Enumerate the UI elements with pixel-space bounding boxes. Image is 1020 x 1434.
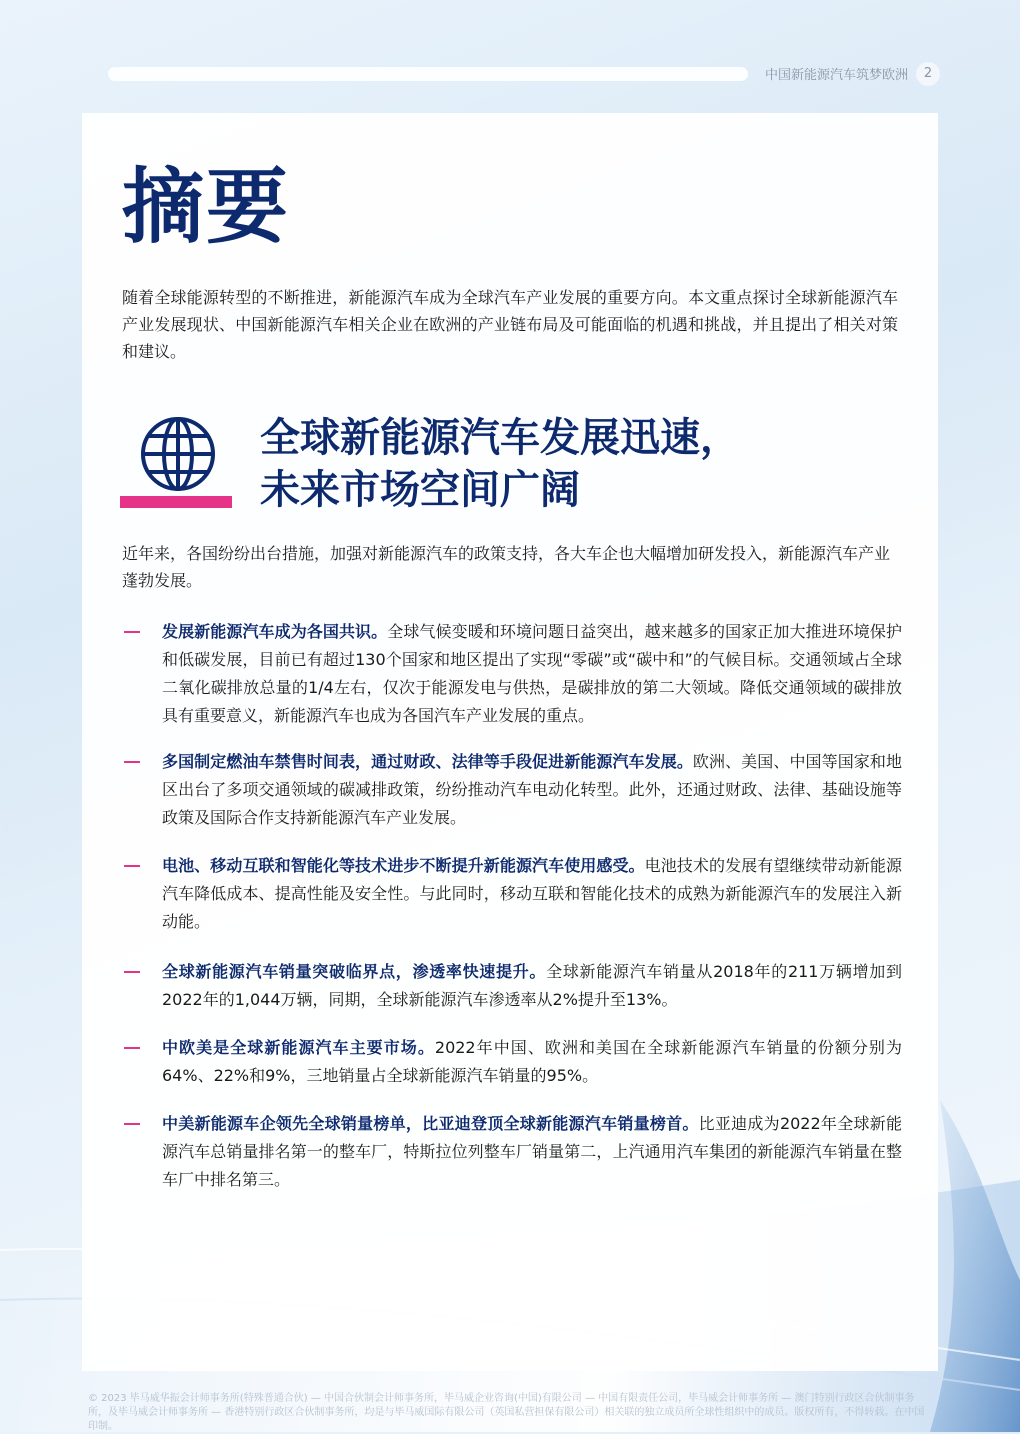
bullet-text: 比亚迪成为2022年全球新能源汽车总销量排名第一的整车厂，特斯拉位列整车厂销量第二，上汽通用汽车集团的新能源汽车销量在整车厂中排名第三。 (162, 1114, 902, 1189)
page-title: 摘要 (122, 160, 291, 255)
list-item (122, 618, 902, 726)
dash-marker (124, 1123, 140, 1125)
dash-marker (124, 761, 140, 763)
bullet-text: 2022年中国、欧洲和美国在全球新能源汽车销量的份额分别为64%、22%和9%，三地销量占全球新能源汽车销量的95%。 (162, 1038, 902, 1085)
bullet-lead: 电池、移动互联和智能化等技术进步不断提升新能源汽车使用感受。 (162, 856, 645, 875)
page-number-badge: 2 (916, 62, 940, 86)
list-item (122, 852, 902, 936)
bullet-text: 全球气候变暖和环境问题日益突出，越来越多的国家正加大推进环境保护和低碳发展，目前已有超过130个国家和地区提出了实现“零碳”或“碳中和”的气候目标。交通领域占全球二氧化碳排放总量的1/4左右，仅次于能源发电与供热，是碳排放的第二大领域。降低交通领域的碳排放具有重要意义，新能源汽车也成为各国汽车产业发展的重点。 (162, 622, 902, 725)
bullet-text: 全球新能源汽车销量从2018年的211万辆增加到2022年的1,044万辆，同期，全球新能源汽车渗透率从2%提升至13%。 (162, 962, 902, 1009)
dash-marker (124, 865, 140, 867)
copyright-footer: © 2023 毕马威华振会计师事务所(特殊普通合伙) — 中国合伙制会计师事务所，毕马威企业咨询(中国)有限公司 — 中国有限责任公司，毕马威会计师事务所 — 澳门特别行政区合伙制事务所，及毕马威会计师事务所 — 香港特别行政区合伙制事务所，均是与毕马威国际有限公司（英国私营担保有限公司）相关联的独立成员所全球性组织中的成员。版权所有，不得转载。在中国印制。 (88, 1393, 925, 1432)
list-item (122, 1034, 902, 1090)
list-item (122, 748, 902, 832)
header-title: 中国新能源汽车筑梦欧洲 (764, 68, 908, 83)
globe-icon (138, 414, 218, 494)
bullet-lead: 中欧美是全球新能源汽车主要市场。 (162, 1038, 435, 1057)
section-heading (260, 412, 740, 516)
list-item (122, 1110, 902, 1194)
list-item (122, 958, 902, 1014)
bullet-text: 欧洲、美国、中国等国家和地区出台了多项交通领域的碳减排政策，纷纷推动汽车电动化转型。此外，还通过财政、法律、基础设施等政策及国际合作支持新能源汽车产业发展。 (162, 752, 902, 827)
bullet-list (122, 618, 902, 1194)
dash-marker (124, 971, 140, 973)
bullet-lead: 多国制定燃油车禁售时间表，通过财政、法律等手段促进新能源汽车发展。 (162, 752, 693, 771)
intro-paragraph: 随着全球能源转型的不断推进，新能源汽车成为全球汽车产业发展的重要方向。本文重点探讨全球新能源汽车产业发展现状、中国新能源汽车相关企业在欧洲的产业链布局及可能面临的机遇和挑战，并且提出了相关对策和建议。 (122, 288, 898, 361)
section-heading-line1: 全球新能源汽车发展迅速， (260, 415, 740, 461)
bullet-lead: 全球新能源汽车销量突破临界点，渗透率快速提升。 (162, 962, 547, 981)
bullet-text: 电池技术的发展有望继续带动新能源汽车降低成本、提高性能及安全性。与此同时，移动互联和智能化技术的成熟为新能源汽车的发展注入新动能。 (162, 856, 902, 931)
section-intro: 近年来，各国纷纷出台措施，加强对新能源汽车的政策支持，各大车企也大幅增加研发投入，新能源汽车产业蓬勃发展。 (122, 544, 891, 590)
bullet-lead: 发展新能源汽车成为各国共识。 (162, 622, 388, 641)
dash-marker (124, 631, 140, 633)
section-heading-line2: 未来市场空间广阔 (260, 467, 580, 513)
section-accent-bar (120, 496, 232, 508)
dash-marker (124, 1047, 140, 1049)
bullet-lead: 中美新能源车企领先全球销量榜单，比亚迪登顶全球新能源汽车销量榜首。 (162, 1114, 699, 1133)
